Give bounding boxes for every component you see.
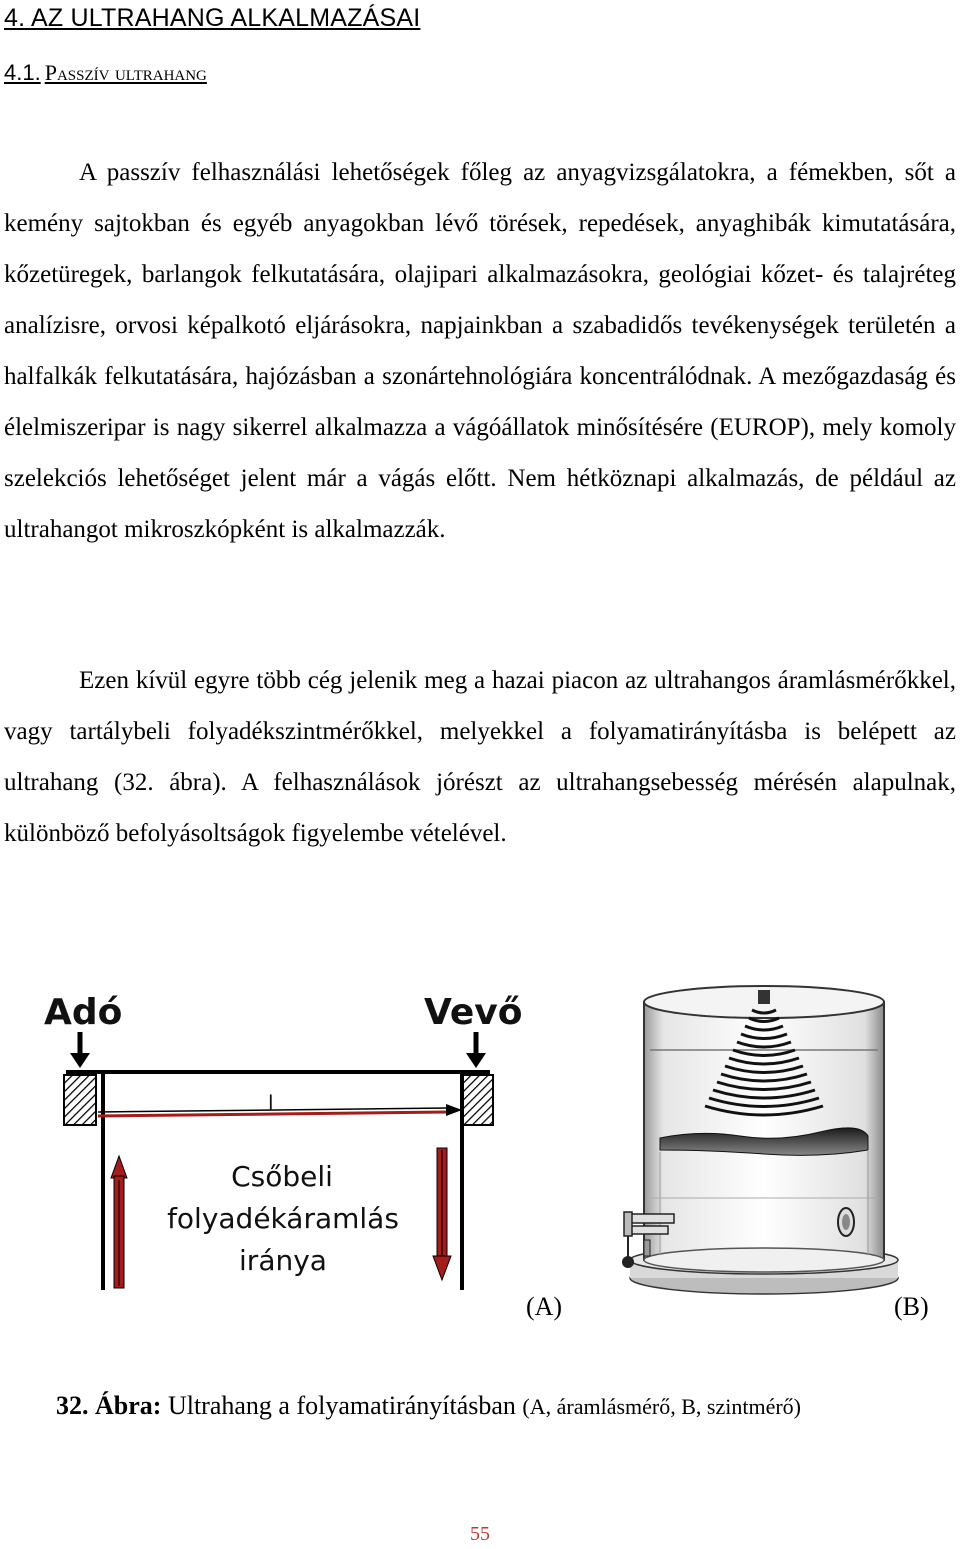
paragraph-2-block	[4, 655, 956, 859]
figure-drawing	[0, 960, 960, 1330]
figure-32	[0, 960, 960, 1330]
flow-text-line-2: folyadékáramlás	[167, 1202, 399, 1235]
chapter-heading: 4. AZ ULTRAHANG ALKALMAZÁSAI	[4, 4, 421, 32]
figure-caption	[56, 1391, 801, 1421]
path-length-label: l	[268, 1091, 274, 1115]
figure-label-a: (A)	[526, 1292, 563, 1321]
receiver-block	[463, 1075, 493, 1125]
transmitter-label: Adó	[44, 992, 123, 1033]
paragraph-1: A passzív felhasználási lehetőségek főleg az anyagvizsgálatokra, a fémekben, sőt a kemény sajtokban és egyéb anyagokban lévő törések, repedések, anyaghibák kimutatására, kőzetüregek, barlangok felkutatására, olajipari alkalmazásokra, geológiai kőzet- és talajréteg analízisre, orvosi képalkotó eljárásokra, napjainkban a szabadidős tevékenységek területén a halfalkák felkutatására, hajózásban a szonártehnológiára koncentrálódnak. A mezőgazdaság és élelmiszeripar is nagy sikerrel alkalmazza a vágóállatok minősítésére (EUROP), mely komoly szelekciós lehetőséget jelent már a vágás előtt. Nem hétköznapi alkalmazás, de például az ultrahangot mikroszkópként is alkalmazzák.	[4, 159, 956, 543]
receiver-arrow	[466, 1032, 486, 1068]
section-heading	[4, 60, 207, 86]
level-meter-tank	[622, 986, 898, 1294]
figure-label-b: (B)	[894, 1292, 929, 1321]
flowmeter-diagram	[44, 992, 523, 1290]
caption-title: Ultrahang a folyamatirányításban	[167, 1391, 516, 1420]
page-number: 55	[470, 1523, 490, 1545]
paragraph-1-block	[4, 147, 956, 555]
caption-number: 32. Ábra:	[56, 1391, 162, 1420]
flow-text-line-3: iránya	[239, 1244, 327, 1277]
level-transducer	[758, 990, 770, 1004]
flow-arrow-down	[433, 1148, 451, 1280]
section-title: Passzív ultrahang	[44, 60, 207, 85]
paragraph-2: Ezen kívül egyre több cég jelenik meg a hazai piacon az ultrahangos áramlásmérőkkel, vagy tartálybeli folyadékszintmérőkkel, melyekkel a folyamatirányításba is belépett az ultrahang (32. ábra). A felhasználások jórészt az ultrahangsebesség mérésén alapulnak, különböző befolyásoltságok figyelembe vételével.	[4, 667, 956, 847]
flow-arrow-up	[111, 1156, 127, 1288]
section-number: 4.1.	[4, 60, 41, 85]
transmitter-arrow	[70, 1032, 90, 1068]
sound-path-arrow	[98, 1104, 462, 1116]
flow-text-line-1: Csőbeli	[231, 1160, 333, 1193]
transmitter-block	[64, 1075, 96, 1125]
caption-detail: (A, áramlásmérő, B, szintmérő)	[522, 1394, 801, 1419]
receiver-label: Vevő	[424, 992, 523, 1033]
